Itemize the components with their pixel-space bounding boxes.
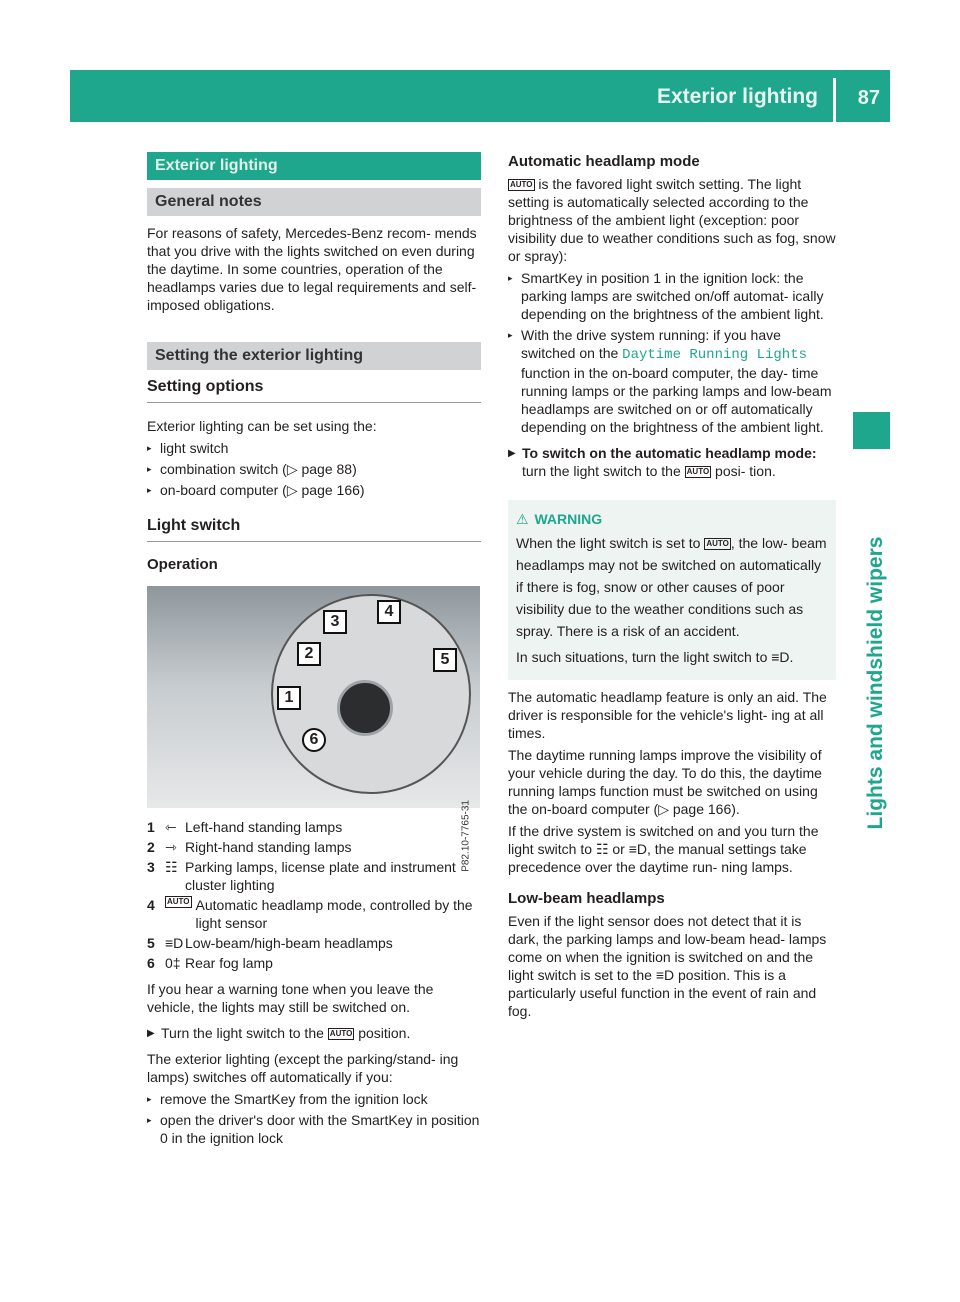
low-beam-icon: ≡D (628, 841, 648, 857)
auto-mode-list (508, 269, 836, 436)
page-header (70, 70, 890, 122)
drl-text: The daytime running lamps improve the visibility of your vehicle during the day. To do this, the daytime running lamps function must be switched on using the on-board computer (▷ page 166). (508, 747, 822, 817)
warning-header (516, 510, 828, 528)
figure-callout-6: 6 (302, 728, 326, 752)
list-item: ▸ SmartKey in position 1 in the ignition lock: the parking lamps are switched on/off automat- ically depending on the brightness of the ambient light. (508, 269, 836, 323)
list-item: ▸ With the drive system running: if you have switched on the Daytime Running Lights function in the on-board computer, the day- time running lamps or the parking lamps and low-beam headlamps are switched on or off automatically depending on the brightness of the ambient light. (508, 326, 836, 436)
section-title: Exterior lighting (147, 152, 481, 180)
rear-fog-lamp-icon: 0‡ (165, 955, 181, 971)
instruction-step: ▶ To switch on the automatic headlamp mode: turn the light switch to the AUTO posi- tion. (508, 444, 836, 480)
figure-callout-3: 3 (323, 610, 347, 634)
warning-text: When the light switch is set to AUTO , the low- beam headlamps may not be switched on automatically if there is fog, snow or other causes of poor visibility due to the weather conditions such as spray. There is a risk of an accident. (516, 535, 827, 639)
left-column (147, 152, 481, 1147)
warning-box (508, 500, 836, 680)
setting-title: Setting the exterior lighting (147, 342, 481, 370)
page-number: 87 (857, 87, 880, 109)
auto-off-list (147, 1090, 481, 1147)
warning-triangle-icon: ⚠ (516, 511, 529, 527)
figure-legend (147, 818, 481, 972)
figure-callout-4: 4 (377, 600, 401, 624)
setting-options-list (147, 439, 481, 499)
figure-callout-1: 1 (277, 686, 301, 710)
figure-callout-2: 2 (297, 642, 321, 666)
chapter-tab-marker (853, 412, 890, 449)
header-title: Exterior lighting (656, 85, 818, 108)
light-switch-title: Light switch (147, 517, 481, 542)
list-item: ▸ open the driver's door with the SmartKey in position 0 in the ignition lock (147, 1111, 481, 1147)
general-notes-text: For reasons of safety, Mercedes-Benz recom- mends that you drive with the lights switched on even during the daytime. In some countries, operation of the headlamps varies due to legal requirements and self-imposed obligations. (147, 225, 477, 313)
auto-icon: AUTO (510, 180, 533, 189)
auto-icon: AUTO (706, 539, 729, 548)
light-switch-knob (337, 680, 393, 736)
auto-icon: AUTO (329, 1029, 353, 1038)
parking-lamp-icon: ☷ (165, 859, 178, 875)
setting-intro: Exterior lighting can be set using the: (147, 418, 377, 434)
low-beam-icon: ≡D (655, 967, 675, 983)
precedence-text: If the drive system is switched on and you turn the light switch to ☷ or ≡D, the manual settings take precedence over the daytime run- ning lamps. (508, 823, 819, 875)
auto-mode-intro: AUTO is the favored light switch setting. The light setting is automatically selected according to the brightness of the ambient light (exception: poor visibility due to weather conditions such as fog, snow or spray): (508, 176, 836, 264)
legend-row: 4 AUTO Automatic headlamp mode, controlled by the light sensor (147, 897, 473, 931)
parking-lamp-icon: ☷ (595, 841, 609, 857)
right-column (508, 153, 836, 1020)
daytime-running-lights-menu-item: Daytime Running Lights (622, 347, 808, 363)
chapter-tab-label: Lights and windshield wipers (864, 536, 887, 830)
low-beam-icon: ≡D (771, 649, 790, 665)
warning-action-text: In such situations, turn the light switch to ≡D. (516, 649, 794, 665)
low-beam-icon: ≡D (165, 935, 184, 951)
auto-icon: AUTO (167, 897, 190, 906)
warning-tone-text: If you hear a warning tone when you leave the vehicle, the lights may still be switched on. (147, 981, 434, 1015)
warning-title: WARNING (534, 511, 603, 527)
auto-off-intro: The exterior lighting (except the parking/stand- ing lamps) switches off automatically if you: (147, 1051, 459, 1085)
figure-reference: P82.10-7765-31 (461, 800, 472, 872)
instruction-step: ▶ Turn the light switch to the AUTO position. (147, 1024, 481, 1042)
aid-text: The automatic headlamp feature is only an aid. The driver is responsible for the vehicle's light- ing at all times. (508, 689, 827, 741)
operation-title: Operation (147, 556, 218, 573)
lowbeam-text: Even if the light sensor does not detect that it is dark, the parking lamps and low-beam head- lamps come on when the ignition is switched on and the light switch is set to the ≡D position. This is a particularly useful function in the event of rain and fog. (508, 913, 827, 1019)
legend-row: 3 ☷ Parking lamps, license plate and instrument cluster lighting (147, 859, 456, 893)
legend-row: 5 ≡D Low-beam/high-beam headlamps (147, 935, 393, 951)
left-standing-lamp-icon: ⇽ (165, 819, 177, 835)
header-divider (833, 78, 836, 122)
list-item: ▸ remove the SmartKey from the ignition lock (147, 1090, 481, 1108)
list-item: ▸ light switch (147, 439, 481, 457)
list-item: ▸ combination switch (▷ page 88) (147, 460, 481, 478)
list-item: ▸ on-board computer (▷ page 166) (147, 481, 481, 499)
legend-row: 2 ⇾ Right-hand standing lamps (147, 839, 352, 855)
general-notes-title: General notes (147, 188, 481, 216)
right-standing-lamp-icon: ⇾ (165, 839, 177, 855)
legend-row: 1 ⇽ Left-hand standing lamps (147, 819, 343, 835)
auto-icon: AUTO (686, 467, 710, 476)
legend-row: 6 0‡ Rear fog lamp (147, 955, 273, 971)
auto-mode-title: Automatic headlamp mode (508, 153, 700, 170)
figure-callout-5: 5 (433, 648, 457, 672)
setting-options-title: Setting options (147, 378, 481, 403)
lowbeam-title: Low-beam headlamps (508, 890, 665, 907)
